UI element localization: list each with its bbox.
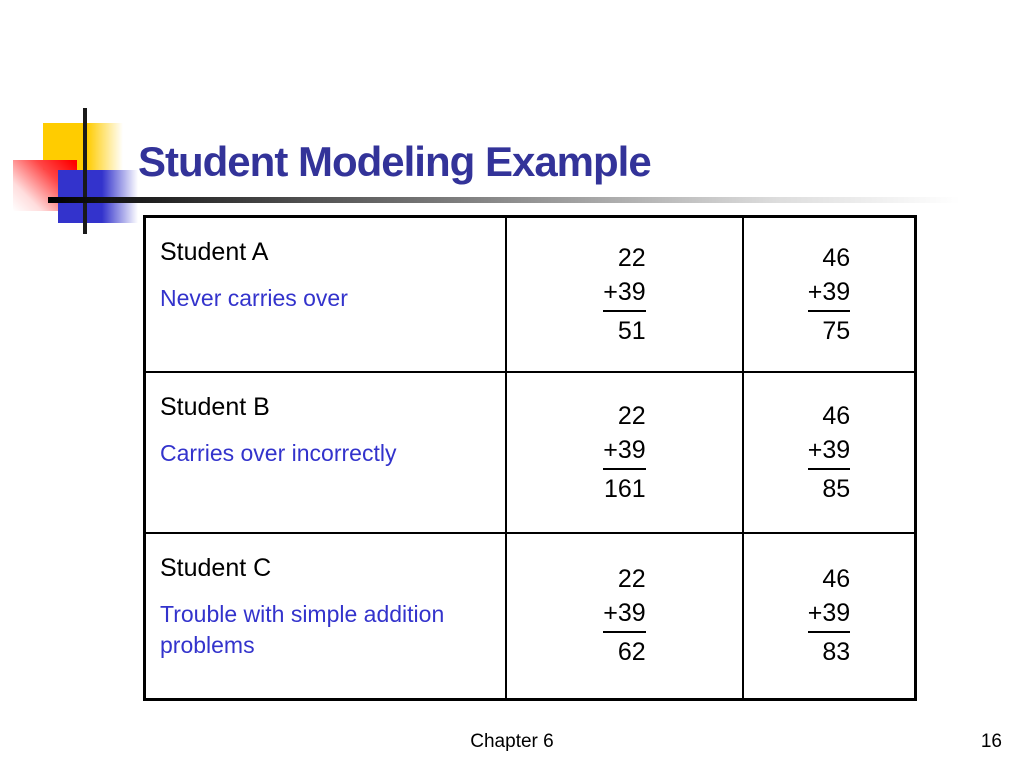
student-name: Student A xyxy=(160,238,269,266)
student-modeling-table xyxy=(143,215,917,701)
addition-top-number: 22 xyxy=(617,401,646,430)
student-b-problem-1-cell xyxy=(506,372,743,533)
student-c-problem-2-cell xyxy=(743,533,916,700)
addition-problem xyxy=(808,241,850,348)
addition-top-number: 46 xyxy=(822,565,851,594)
addition-top-number: 22 xyxy=(617,565,646,594)
addition-result: 51 xyxy=(617,316,646,345)
student-a-problem-2-cell xyxy=(743,217,916,372)
student-b-problem-2-cell xyxy=(743,372,916,533)
addition-problem xyxy=(603,399,645,506)
footer-page-number: 16 xyxy=(980,731,1002,752)
addition-problem xyxy=(603,241,645,348)
table-row-student-c xyxy=(145,533,916,700)
title-underline-rule xyxy=(48,197,960,203)
student-behavior: Never carries over xyxy=(160,285,348,311)
student-behavior: Carries over incorrectly xyxy=(160,439,397,466)
addition-top-number: 46 xyxy=(822,401,851,430)
vertical-line-decoration xyxy=(83,108,87,234)
student-a-problem-1-cell xyxy=(506,217,743,372)
addition-top-number: 46 xyxy=(822,243,851,272)
addition-addend: +39 xyxy=(603,275,645,312)
addition-result: 85 xyxy=(822,474,851,503)
addition-result: 161 xyxy=(603,474,646,503)
table-row-student-b xyxy=(145,372,916,533)
addition-result: 62 xyxy=(617,638,646,667)
student-b-description-cell xyxy=(145,372,507,533)
footer-chapter-label: Chapter 6 xyxy=(470,731,554,752)
table-row-student-a xyxy=(145,217,916,372)
addition-result: 83 xyxy=(822,638,851,667)
addition-addend: +39 xyxy=(808,596,850,633)
student-a-description-cell xyxy=(145,217,507,372)
student-behavior: Trouble with simple addition problems xyxy=(160,600,445,658)
addition-addend: +39 xyxy=(603,433,645,470)
addition-problem xyxy=(808,399,850,506)
student-name: Student B xyxy=(160,392,270,421)
slide-title: Student Modeling Example xyxy=(138,138,651,185)
addition-addend: +39 xyxy=(808,275,850,312)
student-c-description-cell xyxy=(145,533,507,700)
student-c-problem-1-cell xyxy=(506,533,743,700)
student-name: Student C xyxy=(160,553,272,582)
addition-addend: +39 xyxy=(603,596,645,633)
addition-result: 75 xyxy=(822,316,851,345)
addition-addend: +39 xyxy=(808,433,850,470)
addition-problem xyxy=(808,562,850,669)
addition-problem xyxy=(603,562,645,669)
addition-top-number: 22 xyxy=(617,243,646,272)
